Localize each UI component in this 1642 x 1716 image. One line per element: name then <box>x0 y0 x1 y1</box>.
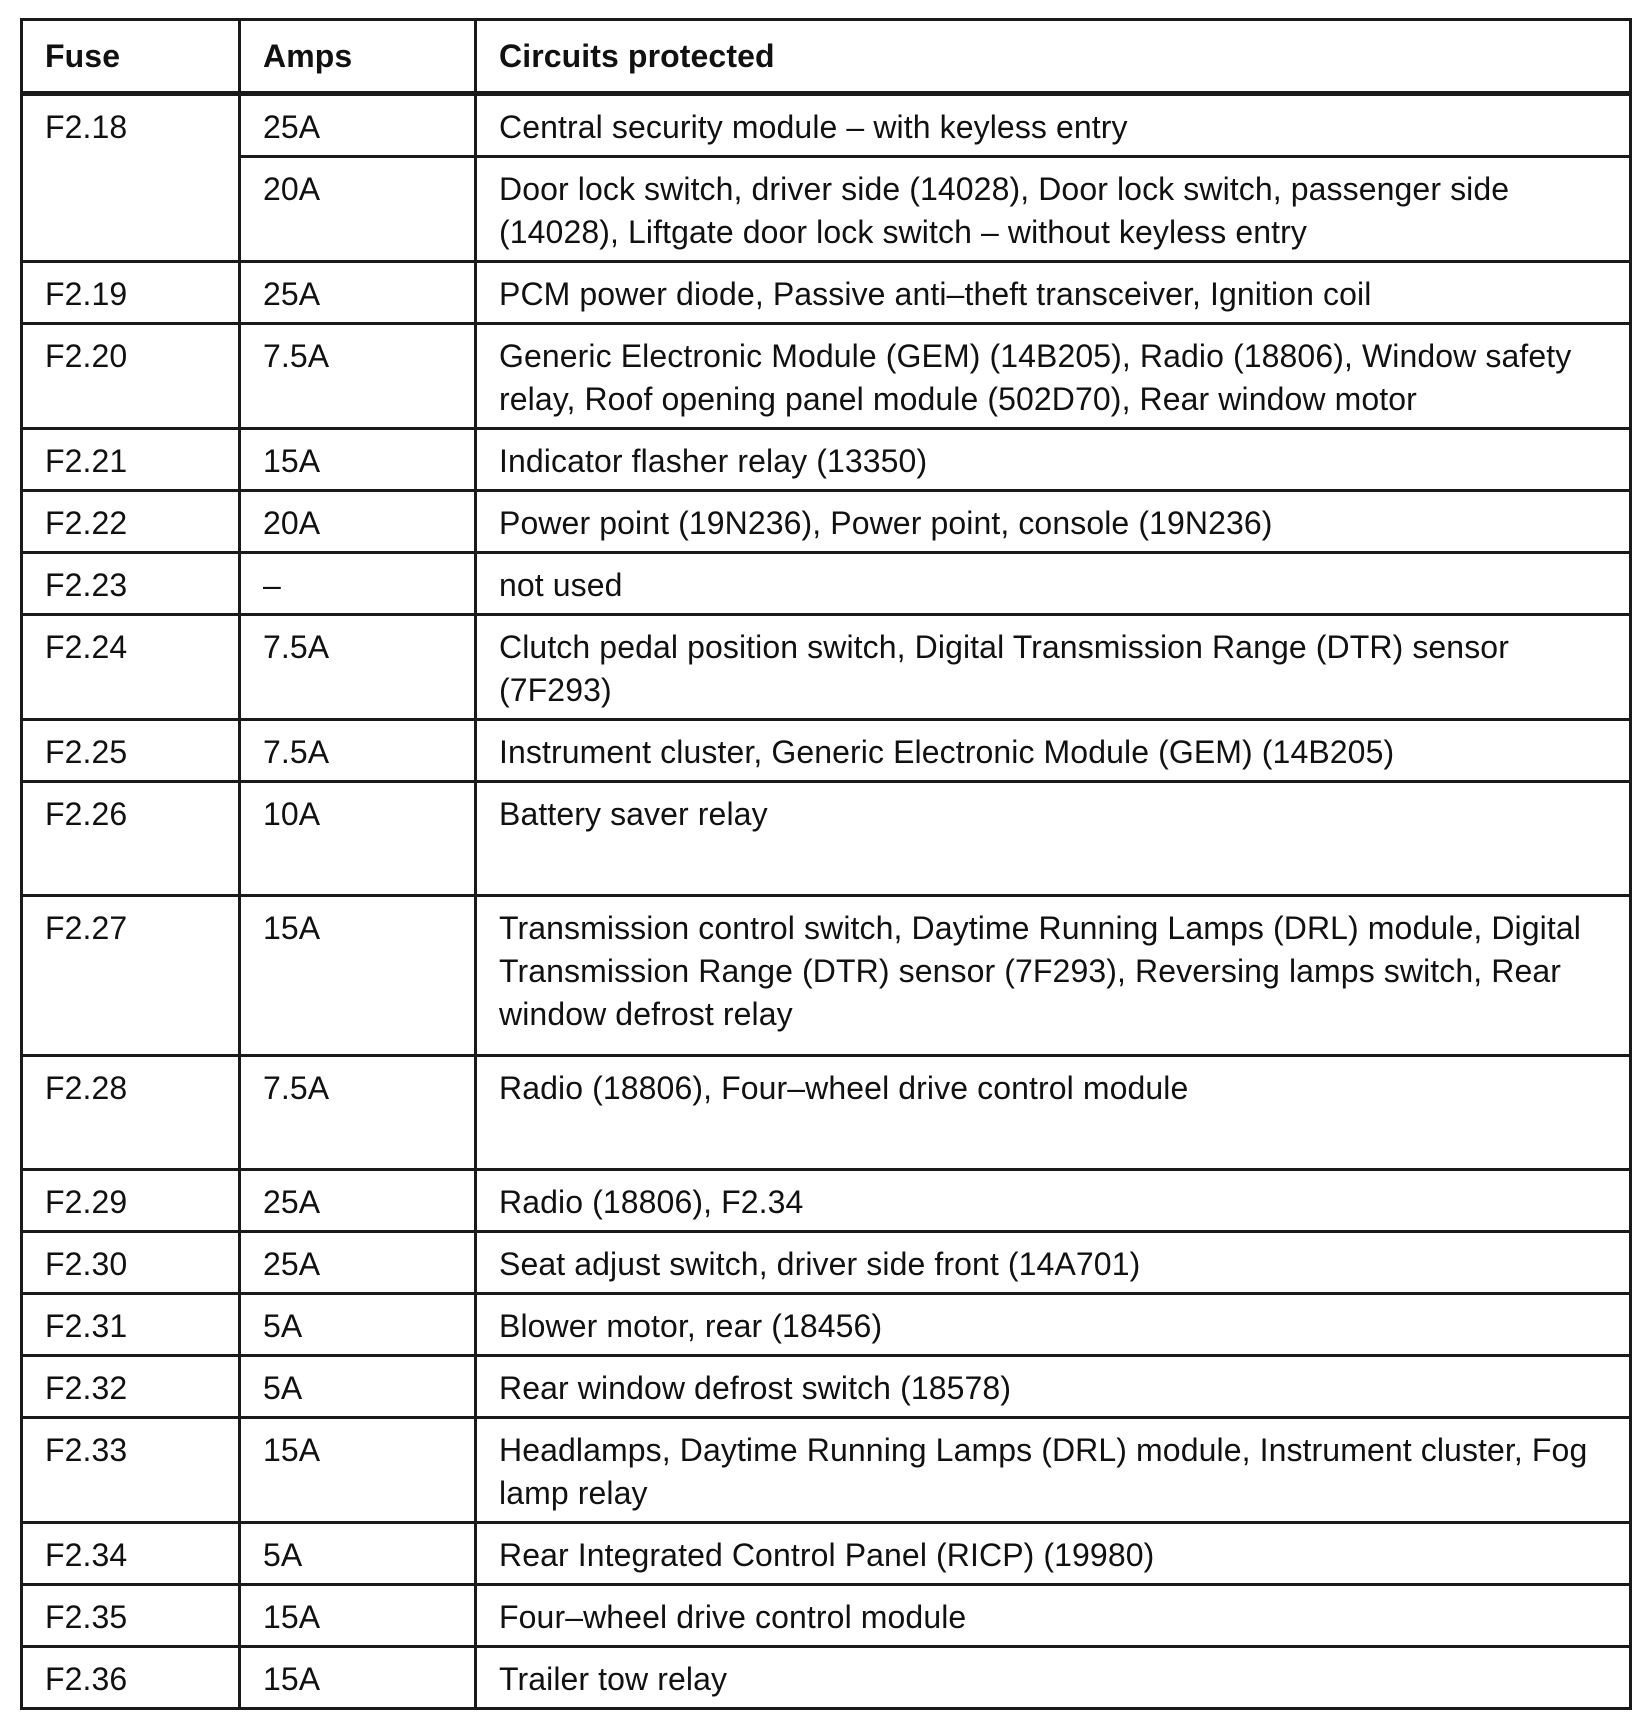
circuits-cell: Power point (19N236), Power point, console (19N236) <box>476 491 1631 553</box>
fuse-cell: F2.34 <box>22 1523 240 1585</box>
fuse-cell: F2.31 <box>22 1294 240 1356</box>
table-row <box>22 1585 1631 1647</box>
fuse-cell: F2.20 <box>22 324 240 429</box>
header-row <box>22 20 1631 94</box>
amps-cell: 25A <box>240 94 476 157</box>
table-row <box>22 1232 1631 1294</box>
fuse-cell: F2.25 <box>22 720 240 782</box>
table-row <box>22 324 1631 429</box>
amps-cell: 7.5A <box>240 1056 476 1170</box>
table-row <box>22 157 1631 262</box>
amps-cell: 5A <box>240 1356 476 1418</box>
table-row <box>22 782 1631 896</box>
circuits-cell: Generic Electronic Module (GEM) (14B205), Radio (18806), Window safety relay, Roof opening panel module (502D70), Rear window motor <box>476 324 1631 429</box>
fuse-cell: F2.19 <box>22 262 240 324</box>
circuits-cell: Central security module – with keyless entry <box>476 94 1631 157</box>
fuse-cell: F2.21 <box>22 429 240 491</box>
fuse-cell: F2.33 <box>22 1418 240 1523</box>
amps-cell: 7.5A <box>240 720 476 782</box>
table-row <box>22 1356 1631 1418</box>
circuits-cell: Battery saver relay <box>476 782 1631 896</box>
circuits-cell: Instrument cluster, Generic Electronic Module (GEM) (14B205) <box>476 720 1631 782</box>
table-row <box>22 429 1631 491</box>
table-row <box>22 1056 1631 1170</box>
amps-cell: 25A <box>240 1170 476 1232</box>
amps-cell: – <box>240 553 476 615</box>
amps-cell: 15A <box>240 1647 476 1709</box>
circuits-cell: Blower motor, rear (18456) <box>476 1294 1631 1356</box>
fuse-cell: F2.35 <box>22 1585 240 1647</box>
header-amps: Amps <box>240 20 476 94</box>
amps-cell: 5A <box>240 1523 476 1585</box>
fuse-cell: F2.32 <box>22 1356 240 1418</box>
table-row <box>22 1647 1631 1709</box>
circuits-cell: Trailer tow relay <box>476 1647 1631 1709</box>
amps-cell: 7.5A <box>240 615 476 720</box>
table-row <box>22 553 1631 615</box>
header-fuse: Fuse <box>22 20 240 94</box>
amps-cell: 25A <box>240 1232 476 1294</box>
circuits-cell: Indicator flasher relay (13350) <box>476 429 1631 491</box>
table-row <box>22 1418 1631 1523</box>
circuits-cell: Door lock switch, driver side (14028), Door lock switch, passenger side (14028), Liftgate door lock switch – without keyless entry <box>476 157 1631 262</box>
amps-cell: 15A <box>240 1418 476 1523</box>
table-row <box>22 1294 1631 1356</box>
circuits-cell: Radio (18806), Four–wheel drive control module <box>476 1056 1631 1170</box>
table-row <box>22 1523 1631 1585</box>
fuse-cell: F2.22 <box>22 491 240 553</box>
fuse-cell: F2.23 <box>22 553 240 615</box>
header-circuits: Circuits protected <box>476 20 1631 94</box>
table-row <box>22 1170 1631 1232</box>
amps-cell: 7.5A <box>240 324 476 429</box>
circuits-cell: Headlamps, Daytime Running Lamps (DRL) module, Instrument cluster, Fog lamp relay <box>476 1418 1631 1523</box>
amps-cell: 15A <box>240 429 476 491</box>
circuits-cell: Rear window defrost switch (18578) <box>476 1356 1631 1418</box>
table-row <box>22 94 1631 157</box>
table-row <box>22 491 1631 553</box>
fuse-cell: F2.26 <box>22 782 240 896</box>
fuse-cell: F2.29 <box>22 1170 240 1232</box>
fuse-cell: F2.27 <box>22 896 240 1056</box>
amps-cell: 20A <box>240 491 476 553</box>
circuits-cell: PCM power diode, Passive anti–theft transceiver, Ignition coil <box>476 262 1631 324</box>
circuits-cell: Transmission control switch, Daytime Running Lamps (DRL) module, Digital Transmission Range (DTR) sensor (7F293), Reversing lamps switch, Rear window defrost relay <box>476 896 1631 1056</box>
fuse-cell: F2.30 <box>22 1232 240 1294</box>
circuits-cell: Radio (18806), F2.34 <box>476 1170 1631 1232</box>
amps-cell: 15A <box>240 896 476 1056</box>
fuse-cell: F2.24 <box>22 615 240 720</box>
fuse-cell: F2.18 <box>22 94 240 262</box>
fuse-cell: F2.28 <box>22 1056 240 1170</box>
amps-cell: 15A <box>240 1585 476 1647</box>
amps-cell: 25A <box>240 262 476 324</box>
circuits-cell: Seat adjust switch, driver side front (14A701) <box>476 1232 1631 1294</box>
table-row <box>22 262 1631 324</box>
circuits-cell: Four–wheel drive control module <box>476 1585 1631 1647</box>
fuse-cell: F2.36 <box>22 1647 240 1709</box>
circuits-cell: Clutch pedal position switch, Digital Transmission Range (DTR) sensor (7F293) <box>476 615 1631 720</box>
circuits-cell: not used <box>476 553 1631 615</box>
amps-cell: 20A <box>240 157 476 262</box>
table-row <box>22 720 1631 782</box>
circuits-cell: Rear Integrated Control Panel (RICP) (19980) <box>476 1523 1631 1585</box>
fuse-table <box>20 18 1632 1710</box>
table-row <box>22 615 1631 720</box>
amps-cell: 5A <box>240 1294 476 1356</box>
amps-cell: 10A <box>240 782 476 896</box>
table-row <box>22 896 1631 1056</box>
